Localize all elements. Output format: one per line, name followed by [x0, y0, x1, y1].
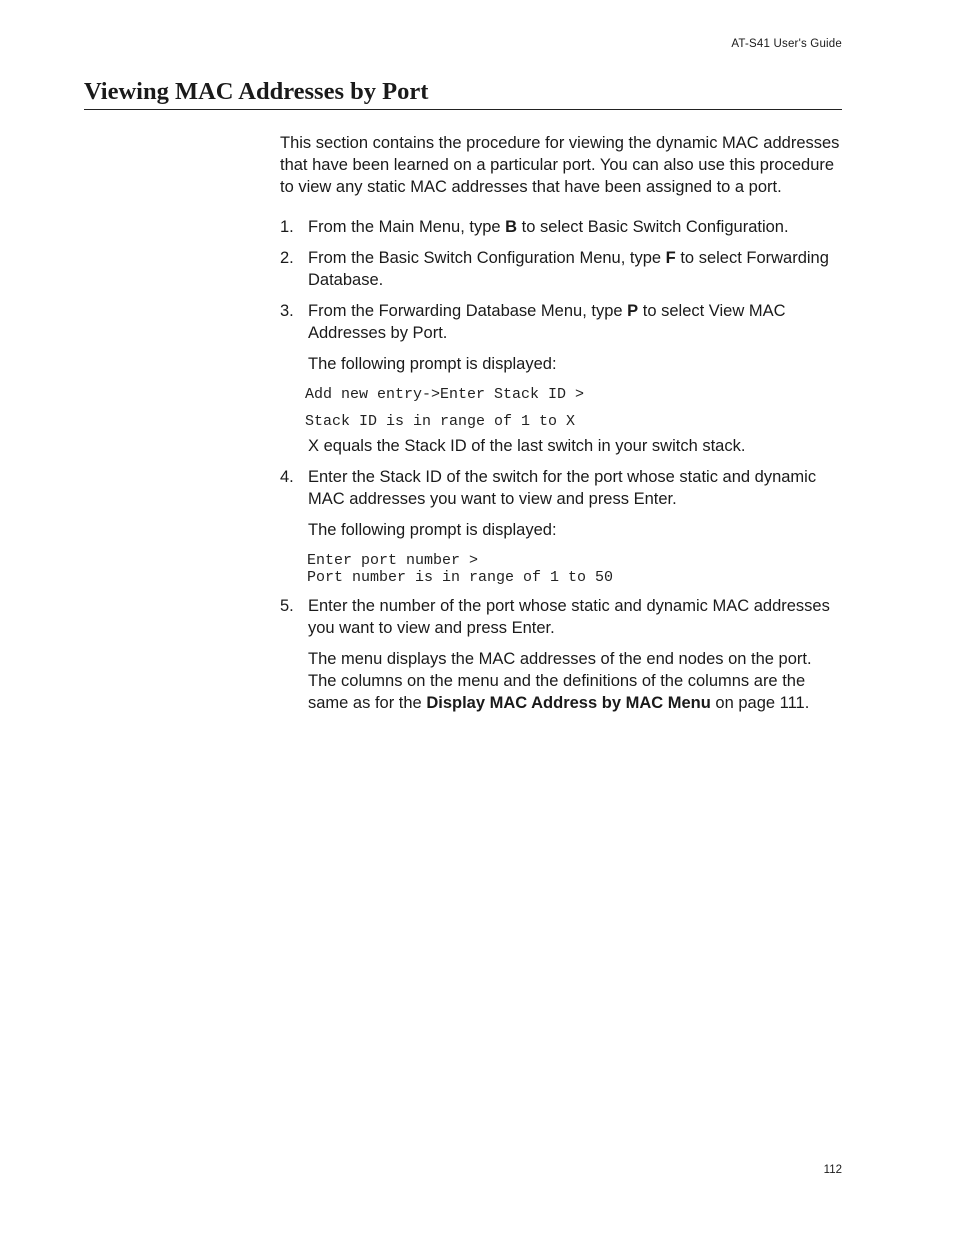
step-text: From the Forwarding Database Menu, type P to select View MAC Addresses by Port.: [308, 302, 786, 342]
code-line: Add new entry->Enter Stack ID >: [305, 386, 585, 403]
step-number: 5.: [280, 597, 294, 615]
title-rule: [84, 109, 842, 110]
running-header: AT-S41 User's Guide: [731, 38, 842, 50]
page-number: 112: [823, 1164, 842, 1176]
code-line: Enter port number >: [307, 552, 479, 569]
step-text: From the Main Menu, type B to select Basic Switch Configuration.: [308, 218, 789, 236]
key-letter: F: [665, 249, 676, 267]
step-number: 3.: [280, 302, 294, 320]
prompt-label: The following prompt is displayed:: [308, 355, 557, 373]
intro-paragraph: This section contains the procedure for viewing the dynamic MAC addresses that have been learned on a particular port. You can also use this procedure to view any static MAC addresses that have been assigned to a port.: [280, 134, 840, 196]
step-description: The menu displays the MAC addresses of the end nodes on the port. The columns on the menu and the definitions of the columns are the same as for the Display MAC Address by MAC Menu on page 111.: [308, 650, 812, 712]
step-4: [280, 466, 842, 586]
step-3: [280, 300, 842, 457]
section-body: [280, 132, 842, 723]
cross-reference-link[interactable]: Display MAC Address by MAC Menu: [426, 694, 711, 712]
step-note: X equals the Stack ID of the last switch in your switch stack.: [308, 437, 746, 455]
procedure-steps: [280, 216, 842, 714]
step-number: 1.: [280, 218, 294, 236]
key-letter: P: [627, 302, 639, 320]
code-line: Stack ID is in range of 1 to X: [305, 413, 576, 430]
step-number: 2.: [280, 249, 294, 267]
prompt-label: The following prompt is displayed:: [308, 521, 557, 539]
step-text: Enter the number of the port whose static and dynamic MAC addresses you want to view and press Enter.: [308, 597, 830, 637]
step-5: [280, 595, 842, 714]
code-line: Port number is in range of 1 to 50: [307, 569, 614, 586]
key-letter: B: [505, 218, 518, 236]
step-text: Enter the Stack ID of the switch for the port whose static and dynamic MAC addresses you want to view and press Enter.: [308, 468, 817, 508]
step-2: [280, 247, 842, 291]
section-title: Viewing MAC Addresses by Port: [84, 78, 429, 105]
step-number: 4.: [280, 468, 294, 486]
step-text: From the Basic Switch Configuration Menu, type F to select Forwarding Database.: [308, 249, 829, 289]
step-1: [280, 216, 842, 238]
